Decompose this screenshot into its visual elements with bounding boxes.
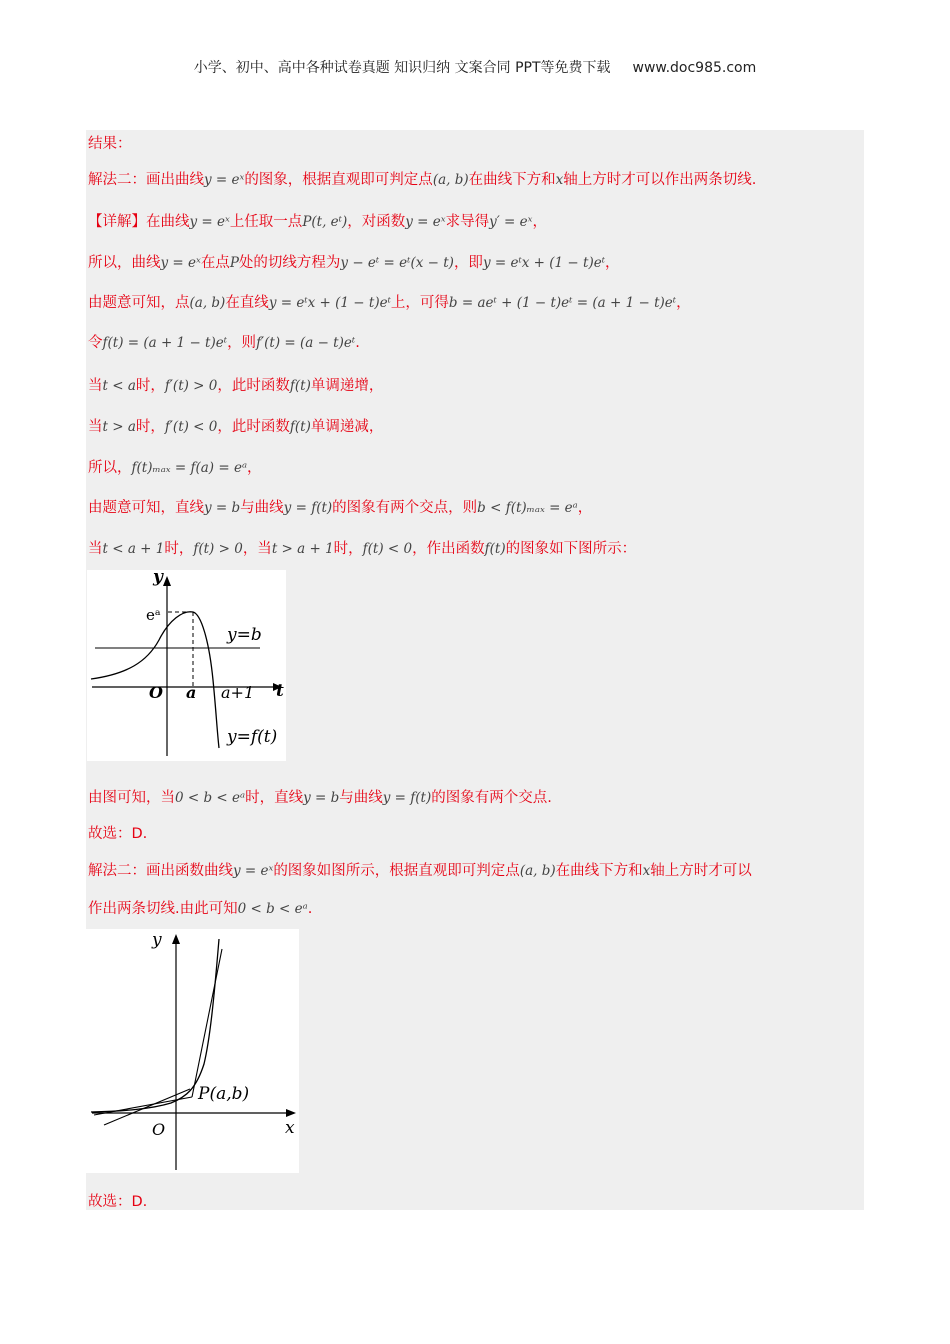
ft-label-ea: eᵃ [146, 606, 161, 624]
header-site: www.doc985.com [632, 60, 757, 76]
method-two-line-1: 解法二：画出函数曲线y = eˣ的图象如图所示，根据直观即可判定点(a, b)在曲线下方和x轴上方时才可以 [88, 863, 752, 879]
ft-label-y: y [153, 570, 163, 587]
curve-f [91, 612, 219, 748]
detail-line-4: 令f(t) = (a + 1 − t)eᵗ，则f′(t) = (a − t)eᵗ. [88, 335, 360, 351]
header-text: 小学、初中、高中各种试卷真题 知识归纳 文案合同 PPT等免费下载 [193, 60, 611, 76]
detail-line-5: 当t < a时，f′(t) > 0，此时函数f(t)单调递增， [88, 378, 384, 394]
detail-line-7: 所以，f(t)ₘₐₓ = f(a) = eᵃ， [88, 460, 262, 476]
detail-line-6: 当t > a时，f′(t) < 0，此时函数f(t)单调递减， [88, 419, 384, 435]
ex-label-P: P(a,b) [198, 1084, 250, 1104]
answer-line-2: 故选：D. [88, 1194, 148, 1210]
ex-label-O: O [152, 1120, 166, 1139]
answer-line-1: 故选：D. [88, 826, 148, 842]
page-header [0, 57, 950, 77]
method-two-line-2: 作出两条切线.由此可知0 < b < eᵃ. [88, 901, 313, 917]
tangent-line-2 [94, 1097, 192, 1115]
tangent-line-1 [104, 1089, 190, 1125]
detail-line-1: 【详解】在曲线y = eˣ上任取一点P(t, eᵗ)，对函数y = eˣ求导得y′ = eˣ， [88, 214, 547, 230]
figure-ft-graph [87, 570, 286, 761]
detail-line-8: 由题意可知，直线y = b与曲线y = f(t)的图象有两个交点，则b < f(t)ₘₐₓ = eᵃ， [88, 500, 593, 516]
ex-label-y: y [152, 930, 162, 950]
ft-label-t: t [276, 681, 284, 701]
detail-line-9: 当t < a + 1时，f(t) > 0，当t > a + 1时，f(t) < 0，作出函数f(t)的图象如下图所示： [88, 541, 637, 557]
ex-label-x: x [285, 1118, 295, 1138]
ft-graph-svg [87, 570, 286, 761]
ft-label-a1: a+1 [221, 683, 255, 702]
method-two-summary: 解法二：画出曲线y = eˣ的图象，根据直观即可判定点(a, b)在曲线下方和x轴上方时才可以作出两条切线. [88, 172, 757, 188]
detail-line-3: 由题意可知，点(a, b)在直线y = eᵗx + (1 − t)eᵗ上，可得b = aeᵗ + (1 − t)eᵗ = (a + 1 − t)eᵗ， [88, 295, 691, 311]
ex-graph-svg [86, 929, 299, 1173]
result-label: 结果： [88, 136, 132, 152]
figure-ex-graph [86, 929, 299, 1173]
ft-label-a: a [186, 683, 197, 702]
detail-line-2: 所以，曲线y = eˣ在点P处的切线方程为y − eᵗ = eᵗ(x − t)，即y = eᵗx + (1 − t)eᵗ， [88, 255, 620, 271]
ft-label-yb: y=b [227, 625, 262, 645]
ft-label-O: O [149, 683, 163, 702]
conclusion-line: 由图可知，当0 < b < eᵃ时，直线y = b与曲线y = f(t)的图象有两个交点. [88, 790, 552, 806]
ft-label-yf: y=f(t) [227, 727, 278, 747]
solution-panel [86, 130, 864, 1210]
